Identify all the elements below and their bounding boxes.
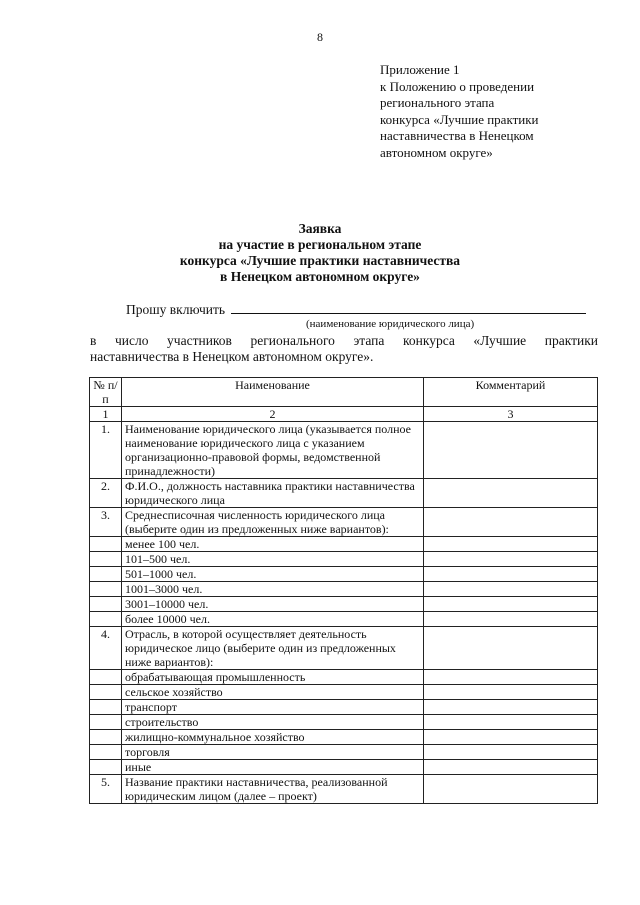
- row-name: 501–1000 чел.: [122, 567, 424, 582]
- row-comment-field[interactable]: [424, 582, 598, 597]
- title-line: на участие в региональном этапе: [218, 237, 422, 252]
- table-row: [90, 552, 598, 567]
- row-number: [90, 700, 122, 715]
- header-number: № п/п: [90, 378, 122, 407]
- table-row: [90, 670, 598, 685]
- row-number: [90, 567, 122, 582]
- row-number: 3.: [90, 508, 122, 537]
- appendix-line: регионального этапа: [380, 95, 495, 110]
- row-comment-field[interactable]: [424, 775, 598, 804]
- row-number: 2.: [90, 479, 122, 508]
- table-row: [90, 715, 598, 730]
- row-comment-field[interactable]: [424, 567, 598, 582]
- row-comment-field[interactable]: [424, 479, 598, 508]
- table-row: [90, 612, 598, 627]
- row-comment-field[interactable]: [424, 422, 598, 479]
- row-number: [90, 597, 122, 612]
- table-row: [90, 537, 598, 552]
- index-cell: 1: [90, 407, 122, 422]
- row-name: иные: [122, 760, 424, 775]
- row-name: менее 100 чел.: [122, 537, 424, 552]
- table-row: [90, 567, 598, 582]
- request-prefix: Прошу включить: [126, 302, 226, 317]
- title-line: конкурса «Лучшие практики наставничества: [179, 253, 461, 268]
- row-number: [90, 612, 122, 627]
- row-number: [90, 715, 122, 730]
- organization-name-hint: (наименование юридического лица): [306, 318, 475, 330]
- appendix-line: автономном округе»: [380, 144, 493, 160]
- document-title: [0, 221, 640, 285]
- table-row: [90, 745, 598, 760]
- row-name: 101–500 чел.: [122, 552, 424, 567]
- row-name: Наименование юридического лица (указывается полное наименование юридического лица с указанием организационно-правовой формы, ведомственной принадлежности): [122, 422, 424, 479]
- index-cell: 3: [424, 407, 598, 422]
- row-name: торговля: [122, 745, 424, 760]
- table-row: [90, 730, 598, 745]
- row-name: Название практики наставничества, реализованной юридическим лицом (далее – проект): [122, 775, 424, 804]
- row-name: 1001–3000 чел.: [122, 582, 424, 597]
- row-comment-field[interactable]: [424, 760, 598, 775]
- row-number: 1.: [90, 422, 122, 479]
- row-name: Ф.И.О., должность наставника практики наставничества юридического лица: [122, 479, 424, 508]
- table-row: [90, 685, 598, 700]
- table-row: [90, 422, 598, 479]
- appendix-line: наставничества в Ненецком: [380, 128, 534, 143]
- row-number: [90, 552, 122, 567]
- paragraph-line: в число участников регионального этапа конкурса «Лучшие практики: [90, 333, 598, 348]
- request-paragraph: [90, 333, 598, 365]
- row-comment-field[interactable]: [424, 552, 598, 567]
- table-row: [90, 597, 598, 612]
- row-name: 3001–10000 чел.: [122, 597, 424, 612]
- table-row: [90, 479, 598, 508]
- application-table: [89, 377, 598, 804]
- row-comment-field[interactable]: [424, 745, 598, 760]
- row-comment-field[interactable]: [424, 597, 598, 612]
- row-comment-field[interactable]: [424, 670, 598, 685]
- table-header-row: [90, 378, 598, 407]
- row-name: жилищно-коммунальное хозяйство: [122, 730, 424, 745]
- row-comment-field[interactable]: [424, 627, 598, 670]
- table-index-row: [90, 407, 598, 422]
- organization-name-blank[interactable]: [231, 299, 586, 314]
- row-name: Отрасль, в которой осуществляет деятельность юридическое лицо (выберите один из предложенных ниже вариантов):: [122, 627, 424, 670]
- row-name: сельское хозяйство: [122, 685, 424, 700]
- row-name: Среднесписочная численность юридического лица (выберите один из предложенных ниже вариантов):: [122, 508, 424, 537]
- appendix-note: [380, 62, 610, 161]
- row-name: более 10000 чел.: [122, 612, 424, 627]
- row-comment-field[interactable]: [424, 685, 598, 700]
- request-statement: [126, 299, 586, 318]
- appendix-line: конкурса «Лучшие практики: [380, 111, 539, 127]
- row-number: 4.: [90, 627, 122, 670]
- paragraph-line: наставничества в Ненецком автономном округе».: [90, 349, 374, 364]
- row-comment-field[interactable]: [424, 612, 598, 627]
- row-comment-field[interactable]: [424, 508, 598, 537]
- title-line: в Ненецком автономном округе»: [220, 269, 420, 284]
- row-number: [90, 730, 122, 745]
- title-line: Заявка: [298, 221, 342, 236]
- appendix-line: к Положению о проведении: [380, 78, 535, 94]
- table-row: [90, 508, 598, 537]
- row-number: [90, 670, 122, 685]
- row-name: строительство: [122, 715, 424, 730]
- row-comment-field[interactable]: [424, 715, 598, 730]
- table-row: [90, 760, 598, 775]
- row-number: [90, 760, 122, 775]
- row-comment-field[interactable]: [424, 537, 598, 552]
- row-number: [90, 745, 122, 760]
- row-comment-field[interactable]: [424, 700, 598, 715]
- appendix-line: Приложение 1: [380, 62, 460, 77]
- page-number: 8: [317, 30, 323, 44]
- row-number: [90, 685, 122, 700]
- header-comment: Комментарий: [424, 378, 598, 407]
- row-name: обрабатывающая промышленность: [122, 670, 424, 685]
- row-comment-field[interactable]: [424, 730, 598, 745]
- table-row: [90, 582, 598, 597]
- table-row: [90, 775, 598, 804]
- header-name: Наименование: [122, 378, 424, 407]
- row-number: 5.: [90, 775, 122, 804]
- row-number: [90, 582, 122, 597]
- table-row: [90, 627, 598, 670]
- index-cell: 2: [122, 407, 424, 422]
- row-number: [90, 537, 122, 552]
- row-name: транспорт: [122, 700, 424, 715]
- table-row: [90, 700, 598, 715]
